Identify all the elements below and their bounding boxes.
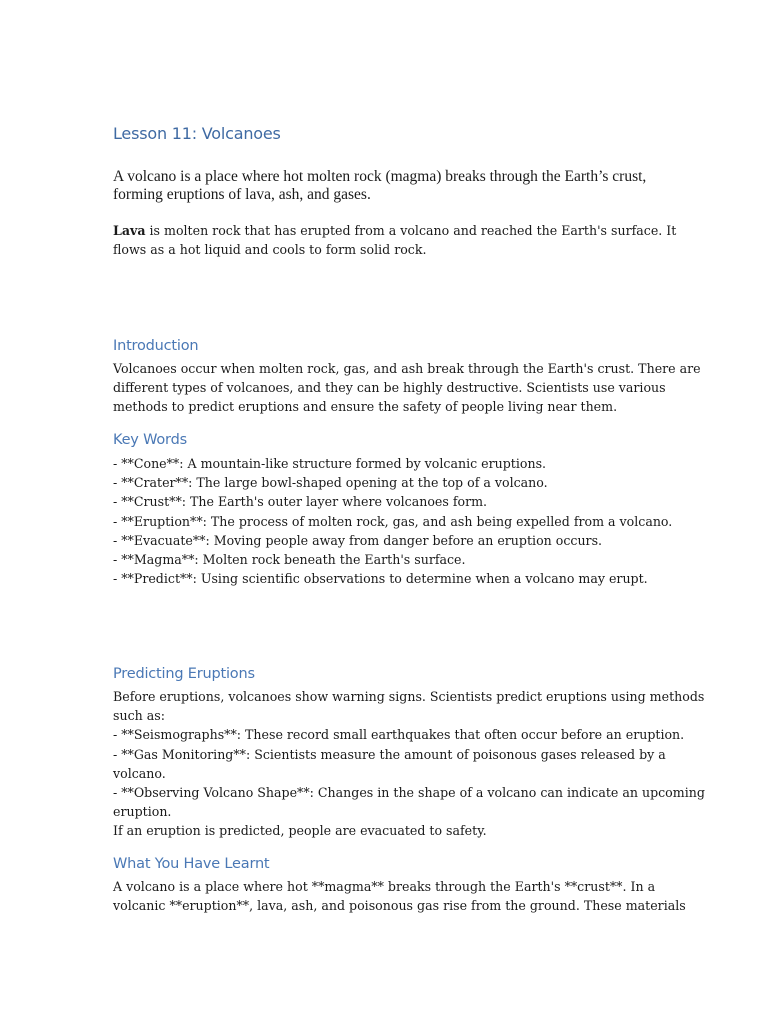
key-words-heading: Key Words	[113, 432, 187, 448]
intro-paragraph	[113, 168, 653, 204]
predicting-line: eruption.	[113, 804, 172, 820]
learnt-line: volcanic **eruption**, lava, ash, and poisonous gas rise from the ground. These materials	[113, 898, 686, 914]
lava-line-1-rest: is molten rock that has erupted from a volcano and reached the Earth's surface. It	[145, 223, 677, 238]
lesson-title: Lesson 11: Volcanoes	[113, 124, 281, 143]
introduction-heading: Introduction	[113, 338, 199, 354]
key-word-item: - **Crater**: The large bowl-shaped opening at the top of a volcano.	[113, 475, 548, 491]
predicting-eruptions-paragraph	[113, 687, 705, 841]
predicting-line: If an eruption is predicted, people are evacuated to safety.	[113, 823, 487, 839]
what-you-have-learnt-paragraph	[113, 877, 686, 915]
predicting-line: volcano.	[113, 765, 166, 781]
intro-line-1: A volcano is a place where hot molten rock (magma) breaks through the Earth’s crust,	[113, 168, 647, 185]
predicting-line: - **Seismographs**: These record small earthquakes that often occur before an eruption.	[113, 727, 685, 743]
lava-term: Lava	[113, 223, 146, 238]
introduction-line: methods to predict eruptions and ensure the safety of people living near them.	[113, 399, 618, 415]
lava-line-2: flows as a hot liquid and cools to form solid rock.	[113, 242, 427, 257]
key-words-list	[113, 454, 673, 588]
lava-line-1	[113, 221, 677, 240]
what-you-have-learnt-heading: What You Have Learnt	[113, 856, 270, 872]
predicting-line: Before eruptions, volcanoes show warning signs. Scientists predict eruptions using methods	[113, 689, 705, 704]
introduction-line: different types of volcanoes, and they can be highly destructive. Scientists use various	[113, 380, 666, 396]
predicting-eruptions-heading: Predicting Eruptions	[113, 666, 255, 682]
learnt-line: A volcano is a place where hot **magma** breaks through the Earth's **crust**. In a	[113, 879, 656, 894]
key-word-item: - **Evacuate**: Moving people away from danger before an eruption occurs.	[113, 532, 603, 548]
predicting-line: - **Observing Volcano Shape**: Changes in the shape of a volcano can indicate an upcoming	[113, 785, 705, 801]
key-word-item: - **Magma**: Molten rock beneath the Earth's surface.	[113, 552, 466, 568]
introduction-line: Volcanoes occur when molten rock, gas, and ash break through the Earth's crust. There are	[113, 361, 701, 376]
key-word-item: - **Cone**: A mountain-like structure formed by volcanic eruptions.	[113, 456, 547, 471]
key-word-item: - **Crust**: The Earth's outer layer where volcanoes form.	[113, 494, 488, 510]
intro-line-2: forming eruptions of lava, ash, and gases.	[113, 186, 371, 203]
predicting-line: - **Gas Monitoring**: Scientists measure the amount of poisonous gases released by a	[113, 746, 666, 762]
predicting-line: such as:	[113, 708, 165, 724]
lava-definition	[113, 221, 677, 259]
key-word-item: - **Eruption**: The process of molten rock, gas, and ash being expelled from a volcano.	[113, 513, 673, 529]
introduction-paragraph	[113, 359, 701, 417]
key-word-item: - **Predict**: Using scientific observations to determine when a volcano may erupt.	[113, 571, 648, 587]
